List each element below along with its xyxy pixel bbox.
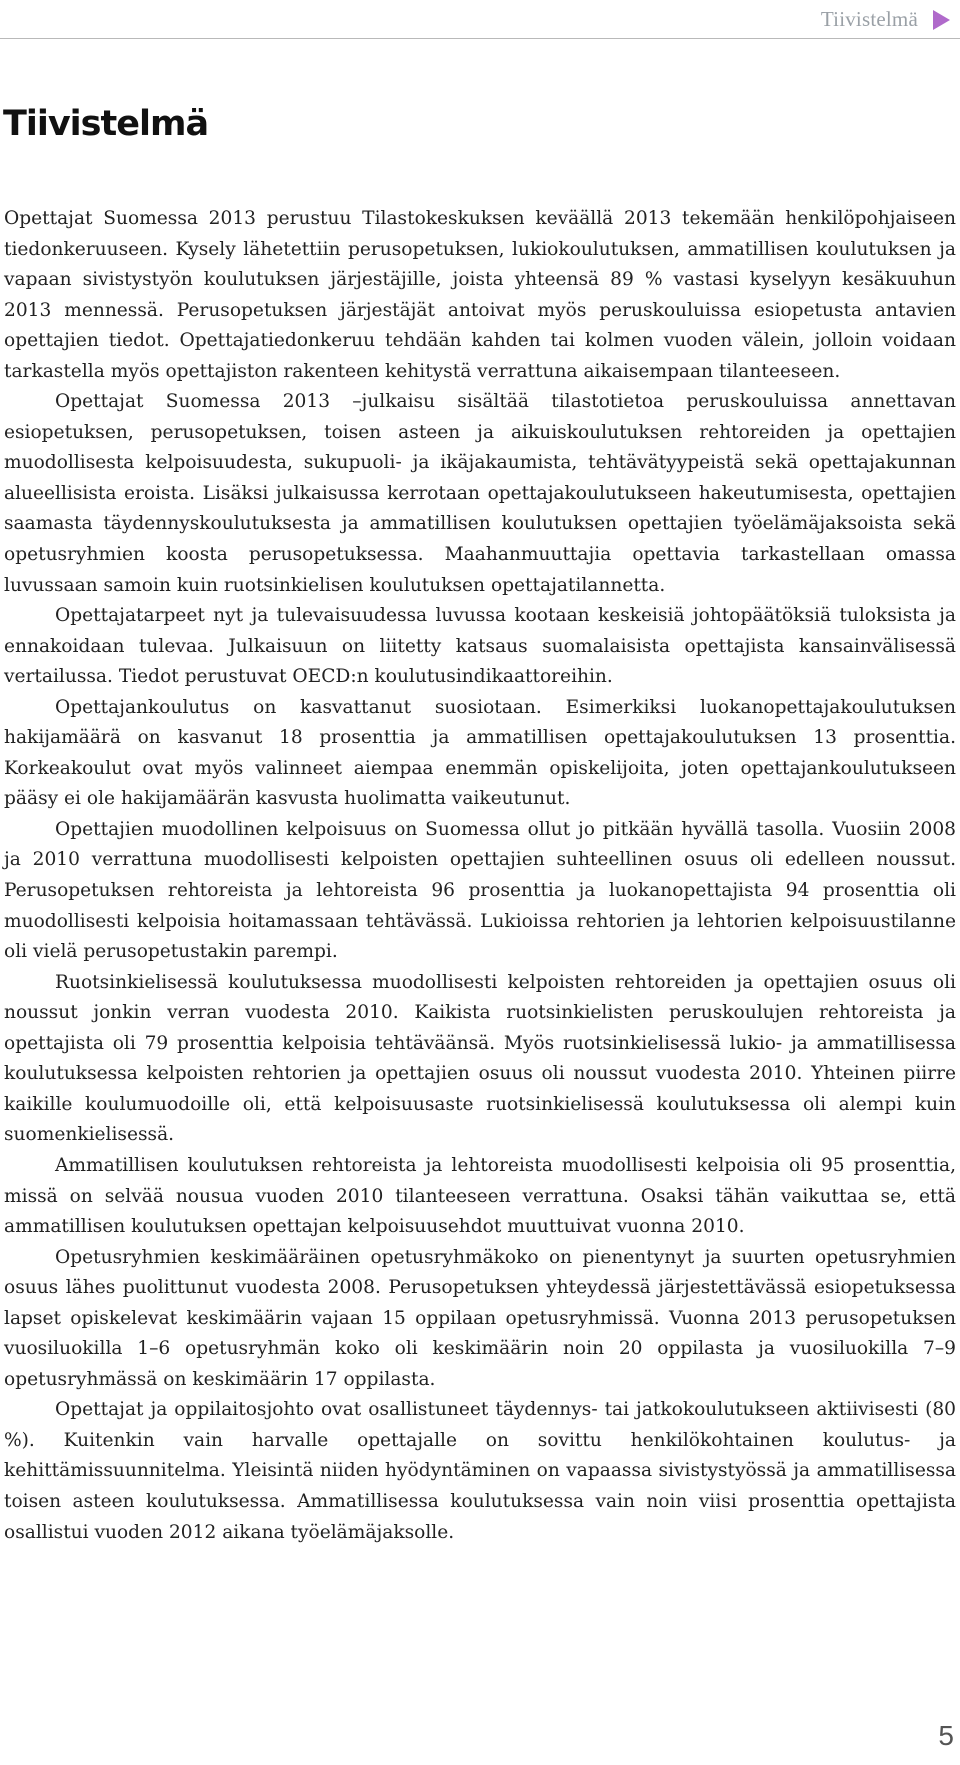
paragraph: Opettajatarpeet nyt ja tulevaisuudessa luvussa kootaan keskeisiä johtopäätöksiä tuloksista ja ennakoidaan tulevaa. Julkaisuun on liitetty katsaus suomalaisista opettajista kansainvälisessä vertailussa. Tiedot perustuvat OECD:n koulutusindikaattoreihin.	[4, 605, 956, 688]
paragraph: Opetusryhmien keskimääräinen opetusryhmäkoko on pienentynyt ja suurten opetusryhmien osuus lähes puolittunut vuodesta 2008. Perusopetuksen yhteydessä järjestettävässä esiopetuksessa lapset opiskelevat keskimäärin vajaan 15 oppilaan opetusryhmissä. Vuonna 2013 perusopetuksen vuosiluokilla 1–6 opetusryhmän koko oli keskimäärin noin 20 oppilasta ja vuosiluokilla 7–9 opetusryhmässä on keskimäärin 17 oppilasta.	[4, 1246, 956, 1390]
running-header	[0, 0, 960, 40]
paragraph: Opettajat Suomessa 2013 –julkaisu sisältää tilastotietoa peruskouluissa annettavan esiopetuksen, perusopetuksen, toisen asteen ja aikuiskoulutuksen rehtoreiden ja opettajien muodollisesta kelpoisuudesta, sukupuoli- ja ikäjakaumista, tehtävätyypeistä sekä opettajakunnan alueellisista eroista. Lisäksi julkaisussa kerrotaan opettajakoulutukseen hakeutumisesta, opettajien saamasta täydennyskoulutuksesta ja ammatillisen koulutuksen opettajien työelämäjaksoista sekä opetusryhmien koosta perusopetuksessa. Maahanmuuttajia opettavia tarkastellaan omassa luvussaan samoin kuin ruotsinkielisen koulutuksen opettajatilannetta.	[4, 391, 956, 596]
header-divider	[0, 38, 960, 39]
paragraph: Opettajankoulutus on kasvattanut suosiotaan. Esimerkiksi luokanopettajakoulutuksen hakijamäärä on kasvanut 18 prosenttia ja ammatillisen opettajakoulutuksen 13 prosenttia. Korkeakoulut ovat myös valinneet aiempaa enemmän opiskelijoita, joten opettajankoulutukseen pääsy ei ole hakijamäärän kasvusta huolimatta vaikeutunut.	[4, 696, 956, 810]
triangle-right-icon	[933, 10, 950, 30]
page-title: Tiivistelmä	[3, 104, 209, 144]
paragraph: Ammatillisen koulutuksen rehtoreista ja lehtoreista muodollisesti kelpoisia oli 95 prosenttia, missä on selvää nousua vuoden 2010 tilanteeseen verrattuna. Osaksi tähän vaikuttaa se, että ammatillisen koulutuksen opettajan kelpoisuusehdot muuttuivat vuonna 2010.	[4, 1154, 956, 1238]
running-header-section-label: Tiivistelmä	[820, 7, 918, 31]
paragraph: Opettajat ja oppilaitosjohto ovat osallistuneet täydennys- tai jatkokoulutukseen aktiivisesti (80 %). Kuitenkin vain harvalle opettajalle on sovittu henkilökohtainen koulutus- ja kehittämissuunnitelma. Yleisintä niiden hyödyntäminen on vapaassa sivistystyössä ja ammatillisessa toisen asteen koulutuksessa. Ammatillisessa koulutuksessa vain noin viisi prosenttia opettajista osallistui vuoden 2012 aikana työelämäjaksolle.	[4, 1399, 956, 1543]
page-number: 5	[938, 1720, 954, 1751]
paragraph: Opettajien muodollinen kelpoisuus on Suomessa ollut jo pitkään hyvällä tasolla. Vuosiin 2008 ja 2010 verrattuna muodollisesti kelpoisten opettajien suhteellinen osuus oli edelleen noussut. Perusopetuksen rehtoreista ja lehtoreista 96 prosenttia ja luokanopettajista 94 prosenttia oli muodollisesti kelpoisia hoitamassaan tehtävässä. Lukioissa rehtorien ja lehtorien kelpoisuustilanne oli vielä perusopetustakin parempi.	[4, 818, 956, 963]
paragraph: Ruotsinkielisessä koulutuksessa muodollisesti kelpoisten rehtoreiden ja opettajien osuus oli noussut jonkin verran vuodesta 2010. Kaikista ruotsinkielisten peruskoulujen rehtoreista ja opettajista oli 79 prosenttia kelpoisia tehtäväänsä. Myös ruotsinkielisessä lukio- ja ammatillisessa koulutuksessa kelpoisten rehtorien ja opettajien osuus oli noussut vuodesta 2010. Yhteinen piirre kaikille koulumuodoille oli, että kelpoisuusaste ruotsinkielisessä koulutuksessa oli alempi kuin suomenkielisessä.	[4, 971, 956, 1146]
body-text	[4, 204, 956, 1548]
paragraph: Opettajat Suomessa 2013 perustuu Tilastokeskuksen keväällä 2013 tekemään henkilöpohjaiseen tiedonkeruuseen. Kysely lähetettiin perusopetuksen, lukiokoulutuksen, ammatillisen koulutuksen ja vapaan sivistystyön koulutuksen järjestäjille, joista yhteensä 89 % vastasi kyselyyn kesäkuuhun 2013 mennessä. Perusopetuksen järjestäjät antoivat myös peruskouluissa esiopetusta antavien opettajien tiedot. Opettajatiedonkeruu tehdään kahden tai kolmen vuoden välein, jolloin voidaan tarkastella myös opettajiston rakenteen kehitystä verrattuna aikaisempaan tilanteeseen.	[4, 208, 956, 382]
